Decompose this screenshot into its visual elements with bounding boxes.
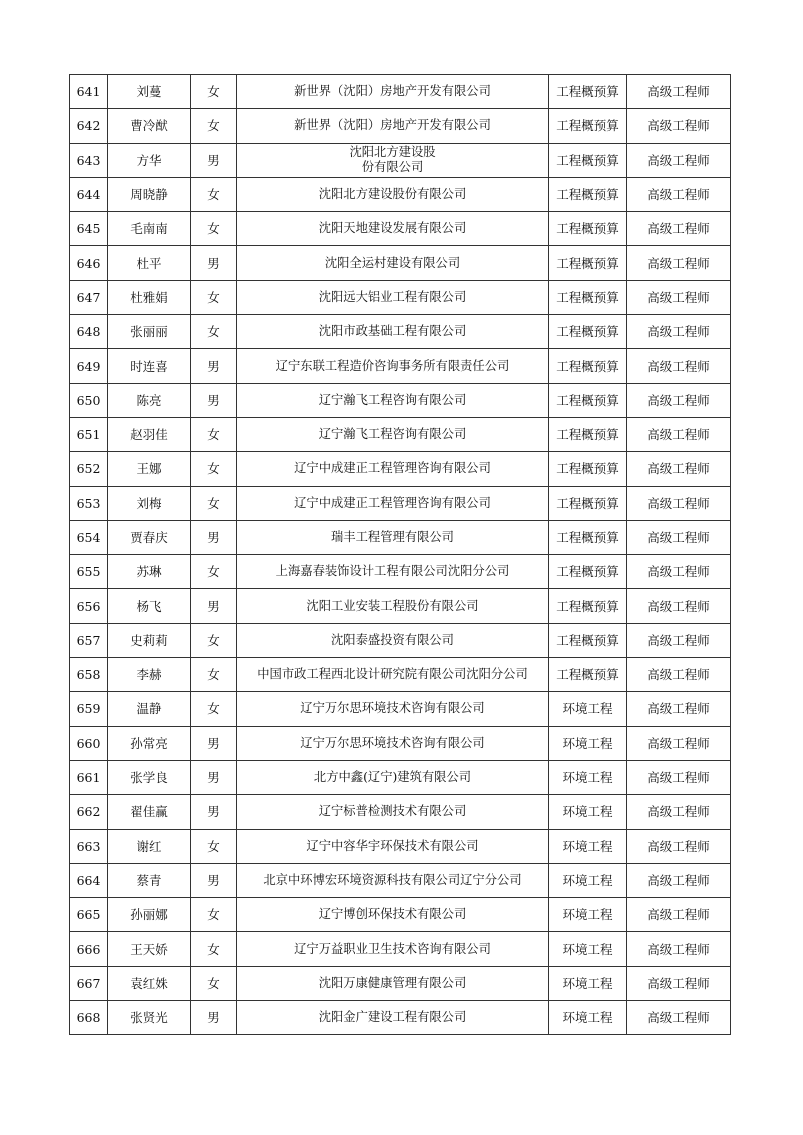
person-name-cell: 曹冷猷	[108, 109, 191, 143]
company-name-cell: 沈阳北方建设股 份有限公司	[237, 143, 549, 177]
person-name-cell: 刘蔓	[108, 75, 191, 109]
specialty-cell: 工程概预算	[549, 520, 627, 554]
person-name-cell: 毛南南	[108, 212, 191, 246]
row-number-cell: 665	[70, 898, 108, 932]
gender-cell: 女	[191, 75, 237, 109]
gender-cell: 男	[191, 1001, 237, 1035]
specialty-cell: 工程概预算	[549, 589, 627, 623]
professional-title-cell: 高级工程师	[627, 555, 731, 589]
gender-cell: 女	[191, 109, 237, 143]
row-number-cell: 654	[70, 520, 108, 554]
gender-cell: 女	[191, 177, 237, 211]
company-name-cell: 北京中环博宏环境资源科技有限公司辽宁分公司	[237, 863, 549, 897]
table-row	[70, 966, 731, 1000]
row-number-cell: 657	[70, 623, 108, 657]
row-number-cell: 653	[70, 486, 108, 520]
row-number-cell: 658	[70, 658, 108, 692]
specialty-cell: 工程概预算	[549, 109, 627, 143]
company-name-cell: 辽宁瀚飞工程咨询有限公司	[237, 417, 549, 451]
person-name-cell: 李赫	[108, 658, 191, 692]
professional-title-cell: 高级工程师	[627, 383, 731, 417]
specialty-cell: 环境工程	[549, 692, 627, 726]
table-row	[70, 555, 731, 589]
gender-cell: 女	[191, 932, 237, 966]
table-row	[70, 795, 731, 829]
gender-cell: 女	[191, 898, 237, 932]
company-name-cell: 沈阳工业安装工程股份有限公司	[237, 589, 549, 623]
professional-title-cell: 高级工程师	[627, 109, 731, 143]
table-row	[70, 658, 731, 692]
row-number-cell: 667	[70, 966, 108, 1000]
row-number-cell: 649	[70, 349, 108, 383]
table-row	[70, 829, 731, 863]
professional-title-cell: 高级工程师	[627, 898, 731, 932]
person-name-cell: 赵羽佳	[108, 417, 191, 451]
company-name-cell: 沈阳泰盛投资有限公司	[237, 623, 549, 657]
company-name-cell: 沈阳远大铝业工程有限公司	[237, 280, 549, 314]
person-name-cell: 孙常亮	[108, 726, 191, 760]
specialty-cell: 工程概预算	[549, 349, 627, 383]
row-number-cell: 655	[70, 555, 108, 589]
gender-cell: 女	[191, 966, 237, 1000]
row-number-cell: 659	[70, 692, 108, 726]
row-number-cell: 646	[70, 246, 108, 280]
specialty-cell: 环境工程	[549, 863, 627, 897]
specialty-cell: 环境工程	[549, 760, 627, 794]
specialty-cell: 环境工程	[549, 726, 627, 760]
person-name-cell: 陈亮	[108, 383, 191, 417]
professional-title-cell: 高级工程师	[627, 246, 731, 280]
gender-cell: 男	[191, 726, 237, 760]
roster-body	[70, 75, 731, 1035]
table-row	[70, 452, 731, 486]
specialty-cell: 环境工程	[549, 829, 627, 863]
person-name-cell: 翟佳赢	[108, 795, 191, 829]
table-row	[70, 863, 731, 897]
company-name-cell: 瑞丰工程管理有限公司	[237, 520, 549, 554]
gender-cell: 男	[191, 760, 237, 794]
company-name-cell: 中国市政工程西北设计研究院有限公司沈阳分公司	[237, 658, 549, 692]
specialty-cell: 工程概预算	[549, 280, 627, 314]
gender-cell: 男	[191, 863, 237, 897]
specialty-cell: 环境工程	[549, 1001, 627, 1035]
specialty-cell: 工程概预算	[549, 177, 627, 211]
specialty-cell: 工程概预算	[549, 246, 627, 280]
row-number-cell: 651	[70, 417, 108, 451]
specialty-cell: 工程概预算	[549, 623, 627, 657]
professional-title-cell: 高级工程师	[627, 452, 731, 486]
person-name-cell: 蔡青	[108, 863, 191, 897]
professional-title-cell: 高级工程师	[627, 1001, 731, 1035]
professional-title-cell: 高级工程师	[627, 486, 731, 520]
gender-cell: 男	[191, 520, 237, 554]
specialty-cell: 环境工程	[549, 932, 627, 966]
company-name-cell: 沈阳北方建设股份有限公司	[237, 177, 549, 211]
table-row	[70, 692, 731, 726]
person-name-cell: 杨飞	[108, 589, 191, 623]
person-name-cell: 贾春庆	[108, 520, 191, 554]
professional-title-cell: 高级工程师	[627, 417, 731, 451]
gender-cell: 男	[191, 795, 237, 829]
row-number-cell: 668	[70, 1001, 108, 1035]
table-row	[70, 898, 731, 932]
row-number-cell: 645	[70, 212, 108, 246]
professional-title-cell: 高级工程师	[627, 212, 731, 246]
table-row	[70, 212, 731, 246]
professional-title-cell: 高级工程师	[627, 349, 731, 383]
row-number-cell: 661	[70, 760, 108, 794]
person-name-cell: 孙丽娜	[108, 898, 191, 932]
company-name-cell: 辽宁博创环保技术有限公司	[237, 898, 549, 932]
professional-title-cell: 高级工程师	[627, 520, 731, 554]
specialty-cell: 工程概预算	[549, 555, 627, 589]
gender-cell: 女	[191, 623, 237, 657]
specialty-cell: 工程概预算	[549, 452, 627, 486]
company-name-cell: 北方中鑫(辽宁)建筑有限公司	[237, 760, 549, 794]
gender-cell: 女	[191, 555, 237, 589]
person-name-cell: 方华	[108, 143, 191, 177]
gender-cell: 男	[191, 349, 237, 383]
professional-title-cell: 高级工程师	[627, 143, 731, 177]
person-name-cell: 张贤光	[108, 1001, 191, 1035]
table-row	[70, 417, 731, 451]
professional-title-cell: 高级工程师	[627, 932, 731, 966]
professional-title-cell: 高级工程师	[627, 795, 731, 829]
table-row	[70, 315, 731, 349]
specialty-cell: 环境工程	[549, 795, 627, 829]
row-number-cell: 663	[70, 829, 108, 863]
gender-cell: 女	[191, 315, 237, 349]
row-number-cell: 652	[70, 452, 108, 486]
company-name-cell: 新世界（沈阳）房地产开发有限公司	[237, 75, 549, 109]
specialty-cell: 工程概预算	[549, 75, 627, 109]
gender-cell: 女	[191, 692, 237, 726]
row-number-cell: 656	[70, 589, 108, 623]
company-name-cell: 辽宁万益职业卫生技术咨询有限公司	[237, 932, 549, 966]
person-name-cell: 史莉莉	[108, 623, 191, 657]
company-name-cell: 辽宁东联工程造价咨询事务所有限责任公司	[237, 349, 549, 383]
professional-title-cell: 高级工程师	[627, 726, 731, 760]
person-name-cell: 时连喜	[108, 349, 191, 383]
gender-cell: 男	[191, 143, 237, 177]
professional-title-cell: 高级工程师	[627, 658, 731, 692]
row-number-cell: 664	[70, 863, 108, 897]
table-row	[70, 383, 731, 417]
specialty-cell: 工程概预算	[549, 212, 627, 246]
specialty-cell: 工程概预算	[549, 383, 627, 417]
specialty-cell: 工程概预算	[549, 143, 627, 177]
gender-cell: 女	[191, 829, 237, 863]
company-name-cell: 辽宁万尔思环境技术咨询有限公司	[237, 692, 549, 726]
professional-title-cell: 高级工程师	[627, 829, 731, 863]
table-row	[70, 932, 731, 966]
row-number-cell: 641	[70, 75, 108, 109]
person-name-cell: 杜平	[108, 246, 191, 280]
company-name-cell: 新世界（沈阳）房地产开发有限公司	[237, 109, 549, 143]
person-name-cell: 刘梅	[108, 486, 191, 520]
professional-title-cell: 高级工程师	[627, 966, 731, 1000]
person-name-cell: 王天娇	[108, 932, 191, 966]
gender-cell: 女	[191, 212, 237, 246]
professional-title-cell: 高级工程师	[627, 623, 731, 657]
table-row	[70, 246, 731, 280]
company-name-cell: 沈阳万康健康管理有限公司	[237, 966, 549, 1000]
company-name-cell: 辽宁标普检测技术有限公司	[237, 795, 549, 829]
person-name-cell: 谢红	[108, 829, 191, 863]
gender-cell: 女	[191, 417, 237, 451]
company-name-cell: 辽宁中成建正工程管理咨询有限公司	[237, 452, 549, 486]
professional-title-cell: 高级工程师	[627, 863, 731, 897]
table-row	[70, 75, 731, 109]
specialty-cell: 环境工程	[549, 898, 627, 932]
person-name-cell: 温静	[108, 692, 191, 726]
gender-cell: 女	[191, 658, 237, 692]
table-row	[70, 486, 731, 520]
professional-title-cell: 高级工程师	[627, 75, 731, 109]
company-name-cell: 辽宁中容华宇环保技术有限公司	[237, 829, 549, 863]
professional-title-cell: 高级工程师	[627, 589, 731, 623]
professional-title-cell: 高级工程师	[627, 315, 731, 349]
specialty-cell: 工程概预算	[549, 658, 627, 692]
company-name-cell: 沈阳天地建设发展有限公司	[237, 212, 549, 246]
professional-title-cell: 高级工程师	[627, 280, 731, 314]
company-name-cell: 沈阳全运村建设有限公司	[237, 246, 549, 280]
row-number-cell: 660	[70, 726, 108, 760]
gender-cell: 男	[191, 383, 237, 417]
table-row	[70, 349, 731, 383]
table-row	[70, 143, 731, 177]
table-row	[70, 109, 731, 143]
row-number-cell: 644	[70, 177, 108, 211]
gender-cell: 女	[191, 280, 237, 314]
table-row	[70, 280, 731, 314]
company-name-cell: 沈阳金广建设工程有限公司	[237, 1001, 549, 1035]
company-name-cell: 沈阳市政基础工程有限公司	[237, 315, 549, 349]
specialty-cell: 环境工程	[549, 966, 627, 1000]
table-row	[70, 726, 731, 760]
person-name-cell: 张学良	[108, 760, 191, 794]
table-row	[70, 623, 731, 657]
gender-cell: 女	[191, 486, 237, 520]
row-number-cell: 666	[70, 932, 108, 966]
specialty-cell: 工程概预算	[549, 486, 627, 520]
company-name-cell: 辽宁瀚飞工程咨询有限公司	[237, 383, 549, 417]
roster-table	[69, 74, 731, 1035]
professional-title-cell: 高级工程师	[627, 760, 731, 794]
row-number-cell: 647	[70, 280, 108, 314]
professional-title-cell: 高级工程师	[627, 692, 731, 726]
gender-cell: 女	[191, 452, 237, 486]
row-number-cell: 650	[70, 383, 108, 417]
gender-cell: 男	[191, 246, 237, 280]
table-row	[70, 1001, 731, 1035]
person-name-cell: 苏琳	[108, 555, 191, 589]
person-name-cell: 张丽丽	[108, 315, 191, 349]
table-row	[70, 760, 731, 794]
person-name-cell: 周晓静	[108, 177, 191, 211]
table-row	[70, 520, 731, 554]
row-number-cell: 642	[70, 109, 108, 143]
person-name-cell: 杜雅娟	[108, 280, 191, 314]
row-number-cell: 648	[70, 315, 108, 349]
company-name-cell: 辽宁万尔思环境技术咨询有限公司	[237, 726, 549, 760]
specialty-cell: 工程概预算	[549, 417, 627, 451]
table-row	[70, 589, 731, 623]
person-name-cell: 王娜	[108, 452, 191, 486]
company-name-cell: 辽宁中成建正工程管理咨询有限公司	[237, 486, 549, 520]
gender-cell: 男	[191, 589, 237, 623]
specialty-cell: 工程概预算	[549, 315, 627, 349]
company-name-cell: 上海嘉春装饰设计工程有限公司沈阳分公司	[237, 555, 549, 589]
row-number-cell: 662	[70, 795, 108, 829]
professional-title-cell: 高级工程师	[627, 177, 731, 211]
person-name-cell: 袁红姝	[108, 966, 191, 1000]
row-number-cell: 643	[70, 143, 108, 177]
table-row	[70, 177, 731, 211]
